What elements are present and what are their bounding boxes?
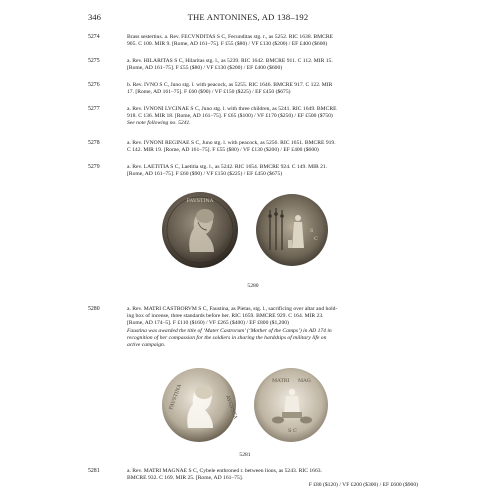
entry-line: 905. C 100. MIR 9. [Rome, AD 161–75]. F £55 ($80) / VF £130 ($200) / EF £400 ($600) <box>127 41 328 48</box>
svg-text:FAVSTINA: FAVSTINA <box>168 383 184 411</box>
entry-line: BMCRE 932. C 169. MIR 25. [Rome, AD 161–75]. <box>127 475 244 482</box>
catalog-entry <box>88 34 418 48</box>
entry-number: 5276 <box>88 82 100 88</box>
entry-line: a. Rev. HILARITAS S C, Hilaritas stg. l., as 5239. RIC 1642. BMCRE 911. C 112. MIR 15. <box>127 58 333 64</box>
figure-label: 5280 <box>247 283 259 289</box>
entry-note: active campaign. <box>127 342 166 349</box>
entry-line: a. Rev. IVNONI LVCINAE S C, Juno stg. l. with three children, as 5241. RIC 1649. BMCRE <box>127 106 337 112</box>
catalog-entry <box>88 106 418 128</box>
catalog-entry <box>88 468 418 490</box>
coin-obverse-5280 <box>160 190 240 270</box>
svg-text:MATRI: MATRI <box>272 378 290 384</box>
catalog-entry <box>88 306 418 349</box>
coin-obverse-5281 <box>160 366 238 444</box>
entry-number: 5279 <box>88 164 100 170</box>
entry-line: [Rome, AD 161–75]. F £60 ($90) / VF £150 ($225) / EF £450 ($675) <box>127 171 283 178</box>
coin-reverse-5280 <box>254 192 330 268</box>
entry-number: 5278 <box>88 140 100 146</box>
page-number: 346 <box>88 12 101 22</box>
entry-line: a. Rev. MATRI CASTRORVM S C, Faustina, as Pietas, stg. l., sacrificing over altar and hold- <box>127 306 338 312</box>
entry-line: [Rome, AD 161–75]. F £55 ($80) / VF £130 ($200) / EF £400 ($600) <box>127 65 283 72</box>
entry-number: 5277 <box>88 106 100 112</box>
svg-text:AVGVSTA: AVGVSTA <box>224 394 238 420</box>
entry-line: ing box of incense, three standards before her. RIC 1659. BMCRE 929. C 164. MIR 23. <box>127 313 324 320</box>
entry-number: 5274 <box>88 34 100 40</box>
svg-text:S: S <box>310 228 314 234</box>
figure-label: 5281 <box>239 452 251 458</box>
entry-line: 918. C 136. MIR 18. [Rome, AD 161–75]. F £65 ($100) / VF £170 ($250) / EF £500 ($750) <box>127 113 333 120</box>
entry-number: 5280 <box>88 306 100 312</box>
svg-text:FAVSTINA: FAVSTINA <box>186 198 214 204</box>
entry-line: F £80 ($120) / VF £200 ($300) / EF £600 ($900) <box>308 482 418 489</box>
catalog-entry <box>88 82 418 96</box>
entry-number: 5281 <box>88 468 100 474</box>
running-title: THE ANTONINES, AD 138–192 <box>187 12 309 22</box>
entry-line: a. Rev. LAETITIA S C, Laetitia stg. l., as 5242. RIC 1654. BMCRE 924. C 149. MIR 21. <box>127 164 328 170</box>
entry-note: recognition of her compassion for the soldiers in sharing the hardships of military life on <box>127 334 327 341</box>
catalog-entry <box>88 164 418 178</box>
entry-note: Faustina was awarded the title of ‘Mater Castrorum’ (‘Mother of the Camps’) in AD 174 in <box>127 327 332 334</box>
coin-reverse-5281 <box>252 366 330 444</box>
entry-line: Brass sestertius. a. Rev. FECVNDITAS S C, Fecunditas stg. r., as 5252. RIC 1638. BMCRE <box>127 34 334 40</box>
svg-text:C: C <box>314 236 318 242</box>
entry-line: C 142. MIR 19. [Rome, AD 161–75]. F £55 ($80) / VF £130 ($200) / EF £400 ($600) <box>127 147 319 154</box>
catalog-entry <box>88 140 418 154</box>
catalog-entry <box>88 58 418 72</box>
entry-line: a. Rev. IVNONI REGINAE S C, Juno stg. l. with peacock, as 5256. RIC 1651. BMCRE 919. <box>127 140 336 146</box>
entry-line: a. Rev. MATRI MAGNAE S C, Cybele enthroned r. between lions, as 5243. RIC 1663. <box>127 468 322 474</box>
entry-line: 17. [Rome, AD 161–75]. F £60 ($90) / VF £150 ($225) / EF £450 ($675) <box>127 89 291 96</box>
svg-text:S C: S C <box>288 428 297 434</box>
entry-note: See note following no. 5241. <box>127 120 191 127</box>
entry-line: b. Rev. IVNO S C, Juno stg. l. with peacock, as 5255. RIC 1646. BMCRE 917. C 122. MIR <box>127 82 333 88</box>
entry-number: 5275 <box>88 58 100 64</box>
svg-text:MAG: MAG <box>298 378 311 384</box>
entry-line: [Rome, AD 174–5]. F £110 ($160) / VF £265 ($400) / EF £800 ($1,200) <box>127 320 289 327</box>
page-header <box>88 12 408 24</box>
